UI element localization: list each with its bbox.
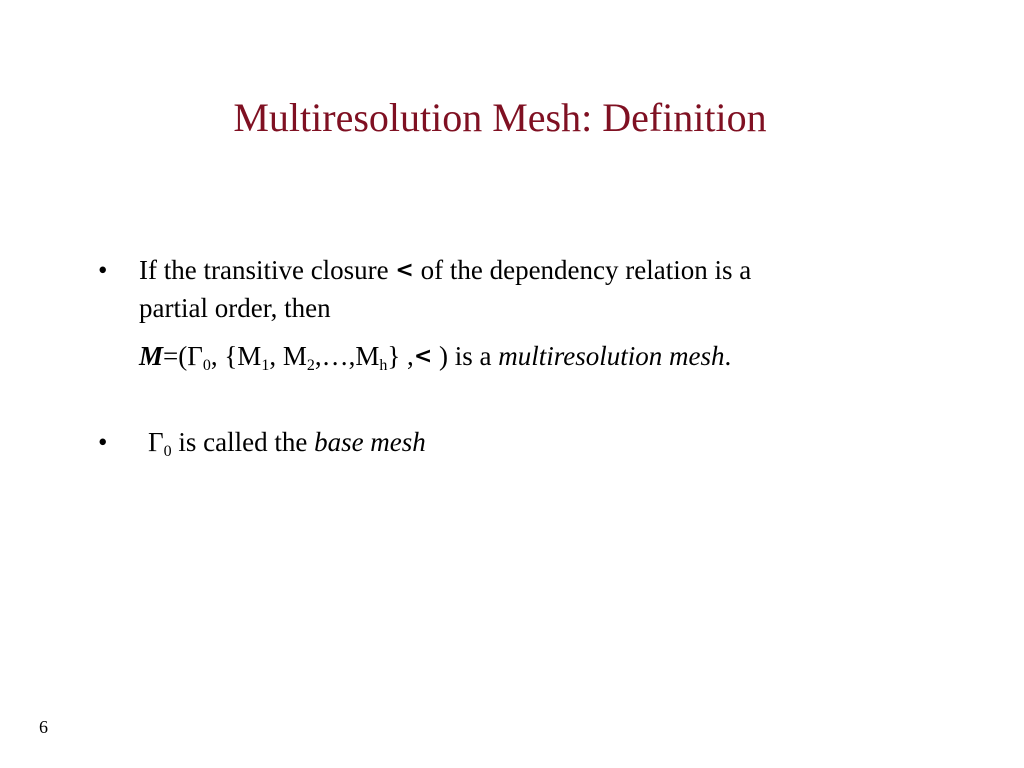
- gamma-subscript: 0: [163, 443, 172, 460]
- formula-end: .: [724, 341, 732, 371]
- bullet-1-line-2: partial order, then: [139, 293, 331, 323]
- bullet-1-text-a: If the transitive closure: [139, 255, 396, 285]
- term-base-mesh: base mesh: [314, 427, 426, 457]
- formula-part: ,…,M: [314, 341, 380, 371]
- formula-part: } ,: [387, 341, 414, 371]
- bullet-marker: •: [98, 255, 108, 285]
- formula-m: M: [139, 341, 164, 371]
- formula-subscript: 1: [261, 357, 270, 374]
- bullet-2-text: is called the: [171, 427, 315, 457]
- mesh-formula: [139, 337, 731, 376]
- formula-subscript: 0: [202, 357, 211, 374]
- formula-part: , {M: [210, 341, 262, 371]
- formula-part: =(Γ: [163, 341, 203, 371]
- formula-part: ) is a: [432, 341, 499, 371]
- bullet-marker: •: [98, 427, 108, 457]
- precedes-symbol: <: [413, 344, 433, 369]
- gamma-symbol: Γ: [148, 427, 164, 457]
- formula-subscript: 2: [306, 357, 315, 374]
- bullet-2-line: [148, 423, 426, 461]
- bullet-1-text-b: of the dependency relation is a: [413, 255, 752, 285]
- formula-part: , M: [269, 341, 307, 371]
- formula-subscript: h: [379, 357, 388, 374]
- precedes-symbol: <: [395, 258, 414, 283]
- bullet-1-line-1: [139, 251, 751, 290]
- page-number: 6: [39, 717, 48, 737]
- slide-title: Multiresolution Mesh: Definition: [233, 95, 767, 140]
- term-multiresolution-mesh: multiresolution mesh: [498, 341, 725, 371]
